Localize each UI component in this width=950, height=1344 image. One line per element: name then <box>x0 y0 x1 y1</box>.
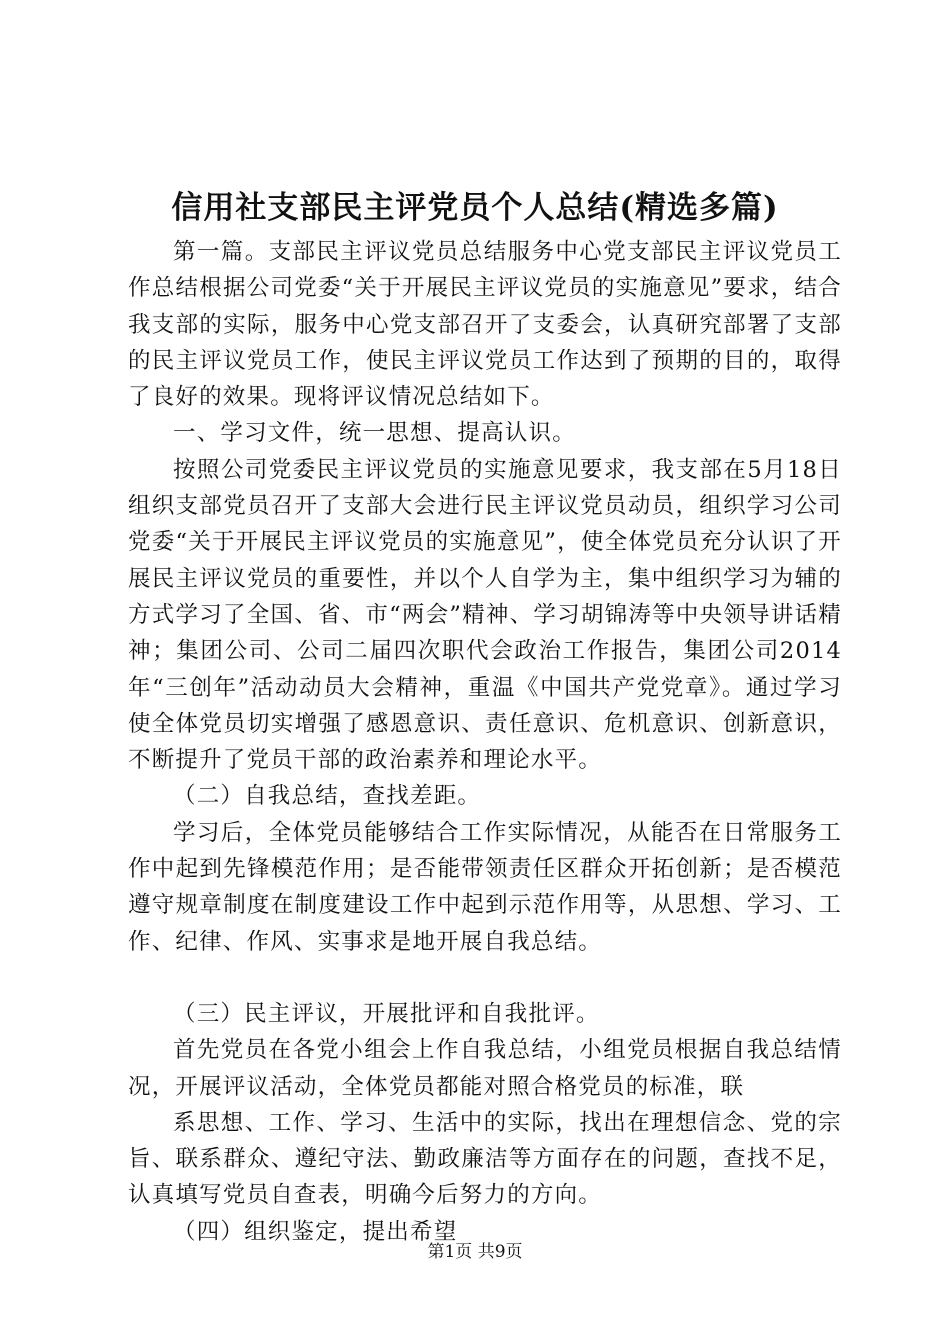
page-number-footer: 第1页 共9页 <box>427 1242 523 1262</box>
paragraph-self-summary: 学习后，全体党员能够结合工作实际情况，从能否在日常服务工作中起到先锋模范作用；是否能带领责任区群众开拓创新；是否模范遵守规章制度在制度建设工作中起到示范作用等，从思想、学习、工作、纪律、作风、实事求是地开展自我总结。 <box>128 819 842 955</box>
section-heading-3: （三）民主评议，开展批评和自我批评。 <box>173 1000 600 1027</box>
paragraph-evaluation-continued: 系思想、工作、学习、生活中的实际，找出在理想信念、党的宗旨、联系群众、遵纪守法、勤政廉洁等方面存在的问题，查找不足，认真填写党员自查表，明确今后努力的方向。 <box>128 1109 842 1209</box>
document-body <box>128 234 842 1250</box>
paragraph-study: 按照公司党委民主评议党员的实施意见要求，我支部在5月18日组织支部党员召开了支部大会进行民主评议党员动员，组织学习公司党委“关于开展民主评议党员的实施意见”，使全体党员充分认识了开展民主评议党员的重要性，并以个人自学为主，集中组织学习为辅的方式学习了全国、省、市“两会”精神、学习胡锦涛等中央领导讲话精神；集团公司、公司二届四次职代会政治工作报告，集团公司2014年“三创年”活动动员大会精神，重温《中国共产党党章》。通过学习使全体党员切实增强了感恩意识、责任意识、危机意识、创新意识，不断提升了党员干部的政治素养和理论水平。 <box>128 456 842 774</box>
paragraph-intro: 第一篇。支部民主评议党员总结服务中心党支部民主评议党员工作总结根据公司党委“关于开展民主评议党员的实施意见”要求，结合我支部的实际，服务中心党支部召开了支委会，认真研究部署了支部的民主评议党员工作，使民主评议党员工作达到了预期的目的，取得了良好的效果。现将评议情况总结如下。 <box>128 239 842 411</box>
document-title: 信用社支部民主评党员个人总结(精选多篇) <box>171 190 779 226</box>
section-heading-1: 一、学习文件，统一思想、提高认识。 <box>173 420 576 447</box>
paragraph-evaluation: 首先党员在各党小组会上作自我总结，小组党员根据自我总结情况，开展评议活动，全体党员都能对照合格党员的标准，联 <box>128 1037 842 1100</box>
section-heading-4: （四）组织鉴定，提出希望 <box>173 1218 458 1245</box>
section-heading-2: （二）自我总结，查找差距。 <box>173 783 482 810</box>
